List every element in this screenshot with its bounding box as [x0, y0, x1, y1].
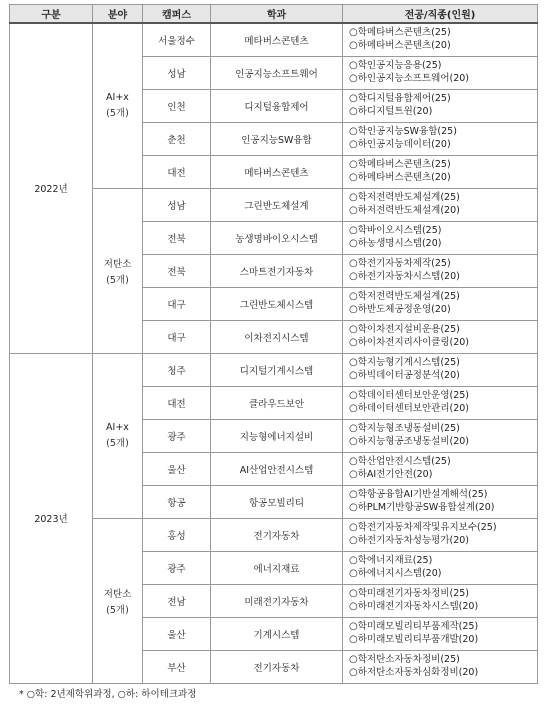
major-item — [349, 555, 537, 568]
major-item — [349, 225, 537, 238]
circle-marker-icon: ○ — [349, 621, 358, 632]
major-text: 학산업안전시스템(25) — [357, 456, 451, 467]
major-item — [349, 291, 537, 304]
campus-cell: 인천 — [143, 89, 211, 122]
majors-cell — [343, 155, 538, 188]
campus-cell: 항공 — [143, 485, 211, 518]
majors-cell — [343, 518, 538, 551]
major-item — [349, 535, 537, 548]
year-cell: 2023년 — [10, 353, 93, 683]
circle-marker-icon: ○ — [349, 324, 358, 335]
major-item — [349, 634, 537, 647]
major-item — [349, 258, 537, 271]
major-item — [349, 588, 537, 601]
major-item — [349, 337, 537, 350]
circle-marker-icon: ○ — [349, 192, 358, 203]
circle-marker-icon: ○ — [349, 357, 358, 368]
major-text: 하저탄소자동차심화정비(20) — [357, 666, 479, 678]
major-text: 학메타버스콘텐츠(25) — [357, 159, 451, 170]
major-text: 학메타버스콘텐츠(25) — [357, 27, 451, 39]
department-cell: 전기자동차 — [211, 650, 343, 683]
major-item — [349, 667, 537, 680]
campus-cell: 대구 — [143, 287, 211, 320]
campus-cell: 춘천 — [143, 122, 211, 155]
circle-marker-icon: ○ — [349, 468, 358, 480]
major-item — [349, 423, 537, 436]
circle-marker-icon: ○ — [349, 126, 358, 137]
circle-marker-icon: ○ — [349, 588, 358, 599]
circle-marker-icon: ○ — [349, 93, 358, 104]
majors-cell — [343, 353, 538, 386]
field-name: 저탄소 — [103, 258, 132, 270]
major-item — [349, 357, 537, 370]
major-text: 하메타버스콘텐츠(20) — [357, 39, 451, 51]
department-cell: 이차전지시스템 — [211, 320, 343, 353]
circle-marker-icon: ○ — [349, 402, 358, 414]
major-text: 학미래모빌리티부품제작(25) — [357, 621, 479, 632]
majors-cell — [343, 56, 538, 89]
major-text: 하이차전지리사이클링(20) — [357, 336, 470, 348]
majors-cell — [343, 650, 538, 683]
circle-marker-icon: ○ — [349, 423, 358, 434]
major-item — [349, 126, 537, 139]
major-text: 하AI전기안전(20) — [357, 468, 433, 480]
field-cell — [93, 188, 143, 353]
department-cell: 그린반도체시스템 — [211, 287, 343, 320]
circle-marker-icon: ○ — [349, 435, 358, 447]
major-text: 하에너지시스템(20) — [357, 567, 442, 579]
campus-cell: 전북 — [143, 221, 211, 254]
major-item — [349, 654, 537, 667]
campus-cell: 홍성 — [143, 518, 211, 551]
circle-marker-icon: ○ — [349, 72, 358, 84]
major-text: 학저전력반도체설계(25) — [357, 291, 460, 302]
major-item — [349, 601, 537, 614]
circle-marker-icon: ○ — [349, 501, 358, 513]
circle-marker-icon: ○ — [349, 666, 358, 678]
header-majors: 전공/직종(인원) — [343, 5, 538, 24]
program-table — [9, 4, 538, 684]
circle-marker-icon: ○ — [349, 390, 358, 401]
major-text: 학이차전지설비운용(25) — [357, 324, 460, 335]
table-row — [10, 353, 538, 386]
department-cell: 디지털기계시스템 — [211, 353, 343, 386]
year-cell: 2022년 — [10, 23, 93, 353]
table-body — [10, 23, 538, 683]
major-item — [349, 73, 537, 86]
major-text: 학저탄소자동차정비(25) — [357, 654, 460, 665]
header-row — [10, 5, 538, 24]
department-cell: 스마트전기자동차 — [211, 254, 343, 287]
major-item — [349, 568, 537, 581]
major-item — [349, 172, 537, 185]
field-count: (5개) — [106, 604, 129, 616]
major-item — [349, 324, 537, 337]
major-text: 하미래모빌리티부품개발(20) — [357, 633, 479, 645]
major-text: 학에너지재료(25) — [357, 555, 433, 566]
circle-marker-icon: ○ — [349, 270, 358, 282]
field-count: (5개) — [106, 438, 129, 449]
circle-marker-icon: ○ — [349, 171, 358, 183]
major-item — [349, 436, 537, 449]
campus-cell: 대구 — [143, 320, 211, 353]
major-item — [349, 93, 537, 106]
major-item — [349, 403, 537, 416]
major-item — [349, 304, 537, 317]
campus-cell: 성남 — [143, 56, 211, 89]
majors-cell — [343, 419, 538, 452]
major-text: 학미래전기자동차정비(25) — [357, 588, 470, 599]
circle-marker-icon: ○ — [349, 456, 358, 467]
circle-marker-icon: ○ — [349, 237, 358, 249]
major-text: 하인공지능소프트웨어(20) — [357, 72, 470, 84]
major-text: 하디지털트윈(20) — [357, 105, 433, 117]
major-text: 학인공지능응용(25) — [357, 60, 442, 71]
department-cell: 클라우드보안 — [211, 386, 343, 419]
major-item — [349, 60, 537, 73]
majors-cell — [343, 584, 538, 617]
major-item — [349, 390, 537, 403]
department-cell: 인공지능소프트웨어 — [211, 56, 343, 89]
field-count: (5개) — [106, 108, 129, 120]
majors-cell — [343, 617, 538, 650]
major-text: 하저전력반도체설계(20) — [357, 204, 460, 216]
field-cell — [93, 353, 143, 518]
table-row — [10, 23, 538, 56]
campus-cell: 광주 — [143, 419, 211, 452]
department-cell: 기계시스템 — [211, 617, 343, 650]
campus-cell: 전남 — [143, 584, 211, 617]
majors-cell — [343, 287, 538, 320]
circle-marker-icon: ○ — [349, 534, 358, 546]
majors-cell — [343, 221, 538, 254]
circle-marker-icon: ○ — [349, 336, 358, 348]
campus-cell: 광주 — [143, 551, 211, 584]
majors-cell — [343, 551, 538, 584]
major-text: 하전기자동차성능평가(20) — [357, 534, 470, 546]
campus-cell: 대전 — [143, 386, 211, 419]
circle-marker-icon: ○ — [349, 258, 358, 269]
campus-cell: 울산 — [143, 617, 211, 650]
circle-marker-icon: ○ — [349, 105, 358, 117]
field-cell — [93, 23, 143, 188]
majors-cell — [343, 320, 538, 353]
major-text: 하반도체공정운영(20) — [357, 303, 451, 315]
campus-cell: 서울정수 — [143, 23, 211, 56]
major-item — [349, 489, 537, 502]
circle-marker-icon: ○ — [349, 138, 358, 150]
major-item — [349, 139, 537, 152]
major-item — [349, 106, 537, 119]
majors-cell — [343, 122, 538, 155]
major-text: 하PLM기반항공SW융합설계(20) — [357, 501, 495, 513]
circle-marker-icon: ○ — [349, 600, 358, 612]
major-item — [349, 502, 537, 515]
department-cell: 미래전기자동차 — [211, 584, 343, 617]
campus-cell: 성남 — [143, 188, 211, 221]
circle-marker-icon: ○ — [349, 204, 358, 216]
department-cell: 농생명바이오시스템 — [211, 221, 343, 254]
major-item — [349, 40, 537, 53]
major-text: 하빅데이터공정분석(20) — [357, 369, 460, 381]
majors-cell — [343, 386, 538, 419]
circle-marker-icon: ○ — [349, 555, 358, 566]
circle-marker-icon: ○ — [349, 633, 358, 645]
circle-marker-icon: ○ — [349, 567, 358, 579]
field-cell — [93, 518, 143, 683]
majors-cell — [343, 89, 538, 122]
field-name: 저탄소 — [103, 588, 132, 600]
field-count: (5개) — [106, 274, 129, 286]
department-cell: 지능형에너지설비 — [211, 419, 343, 452]
circle-marker-icon: ○ — [349, 225, 358, 236]
circle-marker-icon: ○ — [349, 159, 358, 170]
major-item — [349, 238, 537, 251]
campus-cell: 부산 — [143, 650, 211, 683]
circle-marker-icon: ○ — [349, 60, 358, 71]
circle-marker-icon: ○ — [349, 489, 358, 500]
major-text: 하인공지능데이터(20) — [357, 138, 451, 150]
circle-marker-icon: ○ — [349, 654, 358, 665]
department-cell: 메타버스콘텐츠 — [211, 155, 343, 188]
footnote: * ○학: 2년제학위과정, ○하: 하이테크과정 — [19, 689, 197, 700]
major-text: 하농생명시스템(20) — [357, 237, 442, 249]
department-cell: AI산업안전시스템 — [211, 452, 343, 485]
circle-marker-icon: ○ — [349, 39, 358, 51]
major-text: 하전기자동차시스템(20) — [357, 270, 460, 282]
header-campus: 캠퍼스 — [143, 5, 211, 24]
circle-marker-icon: ○ — [349, 27, 358, 39]
major-item — [349, 271, 537, 284]
major-text: 학지능형조냉동설비(25) — [357, 423, 460, 434]
field-name: AI+x — [106, 422, 129, 433]
majors-cell — [343, 452, 538, 485]
department-cell: 디지털융합제어 — [211, 89, 343, 122]
campus-cell: 청주 — [143, 353, 211, 386]
campus-cell: 울산 — [143, 452, 211, 485]
header-category: 구분 — [10, 5, 93, 24]
major-item — [349, 456, 537, 469]
major-text: 학인공지능SW융합(25) — [357, 126, 457, 137]
department-cell: 인공지능SW융합 — [211, 122, 343, 155]
campus-cell: 대전 — [143, 155, 211, 188]
major-item — [349, 370, 537, 383]
major-text: 학지능형기계시스템(25) — [357, 357, 460, 368]
major-text: 학전기자동차제작(25) — [357, 258, 451, 269]
header-field: 분야 — [93, 5, 143, 24]
circle-marker-icon: ○ — [349, 303, 358, 315]
majors-cell — [343, 254, 538, 287]
department-cell: 에너지재료 — [211, 551, 343, 584]
header-department: 학과 — [211, 5, 343, 24]
major-text: 학데이터센터보안운영(25) — [357, 390, 470, 401]
circle-marker-icon: ○ — [349, 522, 358, 533]
majors-cell — [343, 188, 538, 221]
major-text: 학항공융합AI기반설계해석(25) — [357, 489, 488, 500]
major-item — [349, 192, 537, 205]
major-text: 학바이오시스템(25) — [357, 225, 442, 236]
department-cell: 메타버스콘텐츠 — [211, 23, 343, 56]
circle-marker-icon: ○ — [349, 369, 358, 381]
major-text: 학저전력반도체설계(25) — [357, 192, 460, 203]
major-text: 하메타버스콘텐츠(20) — [357, 171, 451, 183]
major-item — [349, 469, 537, 482]
major-text: 학디지털융합제어(25) — [357, 93, 451, 104]
major-text: 학전기자동차제작및유지보수(25) — [357, 522, 497, 533]
circle-marker-icon: ○ — [349, 291, 358, 302]
department-cell: 항공모빌리티 — [211, 485, 343, 518]
major-item — [349, 205, 537, 218]
major-item — [349, 27, 537, 40]
department-cell: 그린반도체설계 — [211, 188, 343, 221]
majors-cell — [343, 23, 538, 56]
major-item — [349, 621, 537, 634]
department-cell: 전기자동차 — [211, 518, 343, 551]
major-item — [349, 159, 537, 172]
major-text: 하미래전기자동차시스템(20) — [357, 600, 479, 612]
major-item — [349, 522, 537, 535]
majors-cell — [343, 485, 538, 518]
campus-cell: 전북 — [143, 254, 211, 287]
major-text: 하데이터센터보안관리(20) — [357, 402, 470, 414]
field-name: AI+x — [106, 92, 129, 104]
major-text: 하지능형공조냉동설비(20) — [357, 435, 470, 447]
